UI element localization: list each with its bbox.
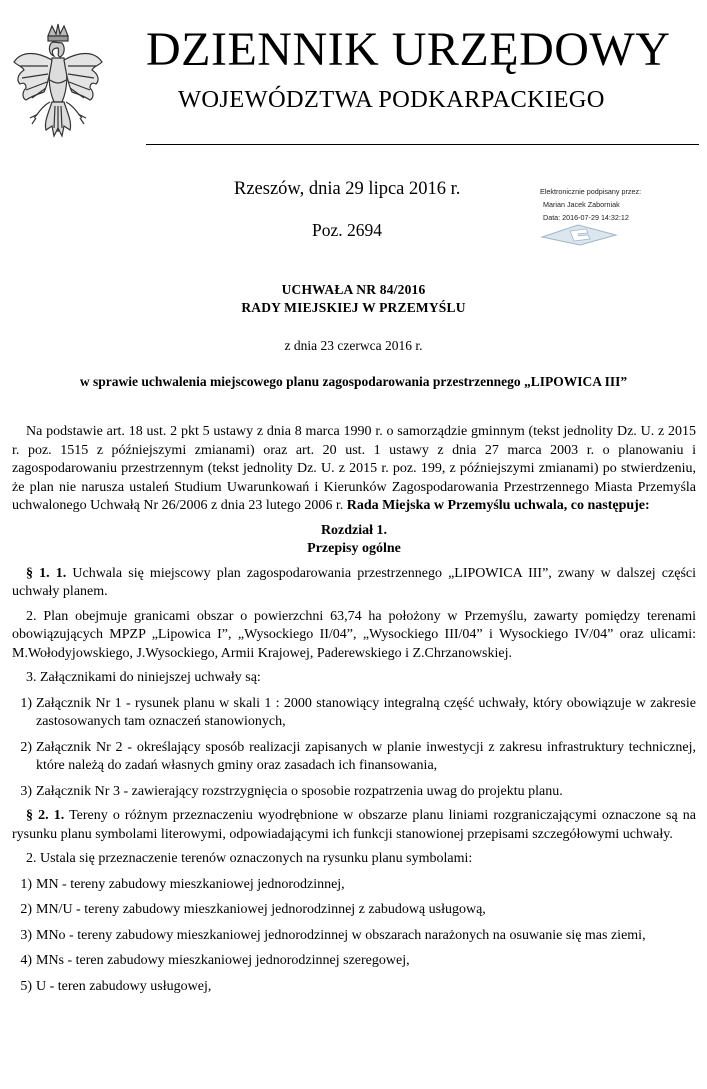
list-item-number: 3) xyxy=(20,927,32,943)
list-item-number: 4) xyxy=(20,953,32,968)
list-item xyxy=(12,876,696,895)
list-item-number: 1) xyxy=(20,695,32,711)
act-subject: w sprawie uchwalenia miejscowego planu zagospodarowania przestrzennego „LIPOWICA III” xyxy=(79,374,628,389)
list-item-number: 1) xyxy=(20,876,32,892)
header-divider xyxy=(146,144,699,145)
paragraph-2-label: § 2. 1. xyxy=(26,808,65,823)
list-item xyxy=(12,739,696,776)
list-item xyxy=(12,783,696,802)
act-date: z dnia 23 czerwca 2016 r. xyxy=(284,338,423,353)
signature-line-2: Marian Jacek Zaborniak xyxy=(543,200,620,209)
document-body xyxy=(12,423,696,996)
list-item-number: 2) xyxy=(20,739,32,755)
list-item-text: MNs - teren zabudowy mieszkaniowej jednorodzinnej szeregowej, xyxy=(36,953,410,968)
chapter-title: Przepisy ogólne xyxy=(307,541,401,556)
paragraph-1-2: 2. Plan obejmuje granicami obszar o powierzchni 63,74 ha położony w Przemyślu, zawarty pomiędzy terenami obowiązujących MPZP „Lipowica I”, „Wysockiego II/04”, „Wysockiego III/04” i Wysockiego IV/04” oraz ulicami: M.Wołodyjowskiego, J.Wysockiego, Armii Krajowej, Paderewskiego i Z.Chrzanowskiej. xyxy=(12,608,696,661)
signature-line-1: Elektronicznie podpisany przez: xyxy=(540,187,642,196)
place-and-date: Rzeszów, dnia 29 lipca 2016 r. xyxy=(234,179,461,199)
e-signature-logo-icon xyxy=(540,223,620,247)
paragraph-2-1 xyxy=(12,807,696,844)
list-item xyxy=(12,978,696,997)
list-item-number: 3) xyxy=(20,783,32,799)
gazette-title: DZIENNIK URZĘDOWY xyxy=(146,23,671,76)
list-item-text: Załącznik Nr 3 - zawierający rozstrzygnięcia o sposobie rozpatrzenia uwag do projektu planu. xyxy=(36,783,563,799)
list-item xyxy=(12,695,696,732)
paragraph-1-1 xyxy=(12,565,696,602)
electronic-signature-block xyxy=(540,185,641,224)
position-number: Poz. 2694 xyxy=(312,220,382,240)
paragraph-2-text: Tereny o różnym przeznaczeniu wyodrębnione w obszarze planu liniami rozgraniczającymi oznaczone są na rysunku planu symbolami literowymi, odpowiadającymi ich funkcji stanowionej przepisami szczegółowymi uchwały. xyxy=(12,808,696,842)
paragraph-1-label: § 1. 1. xyxy=(26,565,67,581)
list-item xyxy=(12,901,696,920)
white-eagle-emblem-icon xyxy=(8,22,108,154)
gazette-subtitle: WOJEWÓDZTWA PODKARPACKIEGO xyxy=(178,86,605,113)
list-item-number: 2) xyxy=(20,902,32,917)
list-item-text: MNo - tereny zabudowy mieszkaniowej jednorodzinnej w obszarach narażonych na osuwanie się mas ziemi, xyxy=(36,927,646,943)
paragraph-1-text: Uchwala się miejscowy plan zagospodarowania przestrzennego „LIPOWICA III”, zwany w dalszej części uchwały planem. xyxy=(12,565,696,599)
list-item xyxy=(12,952,696,971)
list-item-text: MN - tereny zabudowy mieszkaniowej jednorodzinnej, xyxy=(36,876,345,892)
list-item xyxy=(12,927,696,946)
list-item-text: Załącznik Nr 2 - określający sposób realizacji zapisanych w planie inwestycji z zakresu infrastruktury technicznej, które należą do zadań własnych gminy oraz zasadach ich finansowania, xyxy=(36,739,696,773)
preamble-text: Na podstawie art. 18 ust. 2 pkt 5 ustawy z dnia 8 marca 1990 r. o samorządzie gminnym (tekst jednolity Dz. U. z 2015 r. poz. 1515 z późniejszymi zmianami) oraz art. 20 ust. 1 ustawy z dnia 27 marca 2003 r. o planowaniu i zagospodarowaniu przestrzennym (tekst jednolity Dz. U. z 2015 r. poz. 199, z późniejszymi zmianami) po stwierdzeniu, że plan nie narusza ustaleń Studium Uwarunkowań i Kierunków Zagospodarowania Przestrzennego Miasta Przemyśla uchwalonego Uchwałą Nr 26/2006 z dnia 23 lutego 2006 r. xyxy=(12,424,696,513)
act-issuer: RADY MIEJSKIEJ W PRZEMYŚLU xyxy=(241,300,466,315)
list-item-text: Załącznik Nr 1 - rysunek planu w skali 1 : 2000 stanowiący integralną część uchwały, który obowiązuje w zakresie zastosowanych tam oznaczeń stanowionych, xyxy=(36,695,696,729)
list-item-number: 5) xyxy=(20,978,32,994)
chapter-heading: Rozdział 1. xyxy=(320,522,388,538)
list-item-text: MN/U - tereny zabudowy mieszkaniowej jednorodzinnej z zabudową usługową, xyxy=(36,902,486,917)
signature-line-3: Data: 2016-07-29 14:32:12 xyxy=(543,213,629,222)
paragraph-2-2: 2. Ustala się przeznaczenie terenów oznaczonych na rysunku planu symbolami: xyxy=(26,851,473,866)
act-number: UCHWAŁA NR 84/2016 xyxy=(281,282,426,297)
paragraph-1-3: 3. Załącznikami do niniejszej uchwały są: xyxy=(26,670,261,685)
preamble-resolution: Rada Miejska w Przemyślu uchwala, co następuje: xyxy=(346,498,650,513)
preamble xyxy=(12,423,696,516)
list-item-text: U - teren zabudowy usługowej, xyxy=(36,978,212,994)
